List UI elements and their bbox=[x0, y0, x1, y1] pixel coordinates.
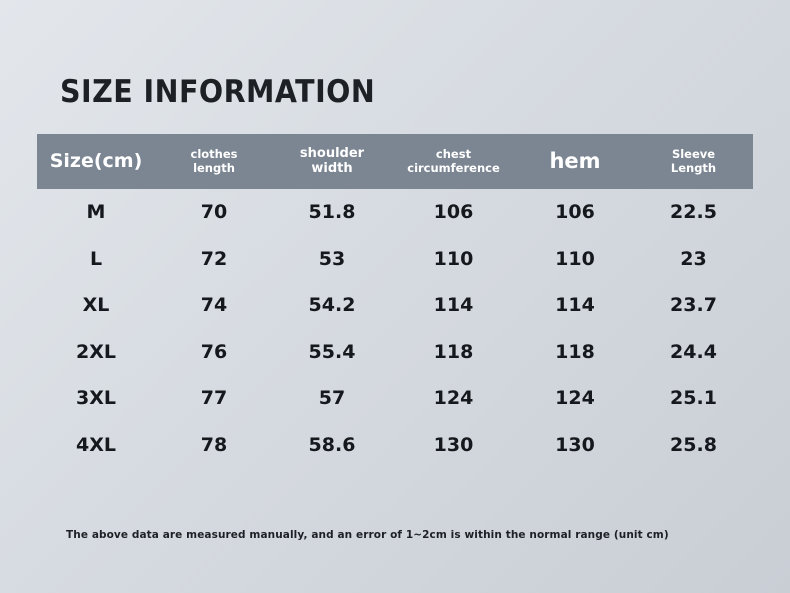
page-title: SIZE INFORMATION bbox=[60, 74, 376, 110]
size-table bbox=[37, 134, 753, 468]
cell-size: 4XL bbox=[76, 433, 116, 456]
cell-hem: 124 bbox=[555, 387, 595, 410]
cell-sleeve-length: 23 bbox=[680, 247, 707, 270]
cell-sleeve-length: 23.7 bbox=[670, 294, 717, 317]
table-row bbox=[37, 282, 753, 329]
cell-shoulder-width: 58.6 bbox=[308, 433, 356, 456]
cell-clothes-length: 77 bbox=[200, 387, 228, 410]
cell-size: XL bbox=[82, 294, 110, 317]
size-table-body bbox=[37, 189, 753, 468]
cell-sleeve-length: 22.5 bbox=[670, 201, 717, 224]
cell-size: 2XL bbox=[76, 340, 116, 363]
cell-size: M bbox=[86, 201, 106, 224]
table-row bbox=[37, 375, 753, 422]
cell-sleeve-length: 25.1 bbox=[670, 387, 717, 410]
measurement-note: The above data are measured manually, and an error of 1~2cm is within the normal range (unit cm) bbox=[66, 529, 669, 541]
header-chest-circumference bbox=[391, 134, 516, 189]
header-shoulder-width-line1: shoulder bbox=[299, 145, 365, 161]
header-clothes-length-line2: length bbox=[193, 160, 235, 175]
cell-shoulder-width: 54.2 bbox=[308, 294, 356, 317]
table-row bbox=[37, 422, 753, 469]
cell-clothes-length: 74 bbox=[200, 294, 228, 317]
cell-hem: 130 bbox=[555, 433, 595, 456]
header-size bbox=[37, 134, 155, 189]
header-shoulder-width-line2: width bbox=[311, 160, 353, 176]
size-table-container bbox=[37, 134, 753, 468]
cell-shoulder-width: 53 bbox=[318, 247, 346, 270]
cell-clothes-length: 70 bbox=[200, 201, 228, 224]
cell-clothes-length: 72 bbox=[200, 247, 228, 270]
cell-chest-circumference: 110 bbox=[433, 247, 474, 270]
header-sleeve-line1: Sleeve bbox=[671, 147, 716, 162]
header-sleeve-line2: Length bbox=[670, 160, 717, 175]
cell-shoulder-width: 55.4 bbox=[308, 340, 356, 363]
header-shoulder-width bbox=[273, 134, 391, 189]
header-size-label: Size(cm) bbox=[49, 149, 143, 172]
cell-shoulder-width: 57 bbox=[318, 387, 346, 410]
cell-chest-circumference: 118 bbox=[433, 340, 474, 363]
cell-chest-circumference: 114 bbox=[433, 294, 474, 317]
cell-chest-circumference: 124 bbox=[433, 387, 474, 410]
table-row bbox=[37, 189, 753, 236]
header-hem bbox=[516, 134, 634, 189]
cell-sleeve-length: 25.8 bbox=[670, 433, 717, 456]
cell-hem: 110 bbox=[555, 247, 595, 270]
cell-shoulder-width: 51.8 bbox=[308, 201, 356, 224]
cell-clothes-length: 78 bbox=[200, 433, 228, 456]
header-clothes-length-line1: clothes bbox=[190, 147, 238, 162]
cell-chest-circumference: 130 bbox=[433, 433, 474, 456]
cell-hem: 118 bbox=[555, 340, 595, 363]
header-chest-line2: circumference bbox=[407, 160, 500, 175]
cell-size: L bbox=[89, 247, 103, 270]
header-chest-line1: chest bbox=[435, 147, 472, 162]
header-clothes-length bbox=[155, 134, 273, 189]
table-row bbox=[37, 329, 753, 376]
size-table-head bbox=[37, 134, 753, 189]
cell-hem: 106 bbox=[555, 201, 595, 224]
header-hem-label: hem bbox=[549, 149, 601, 174]
header-sleeve-length bbox=[634, 134, 753, 189]
cell-hem: 114 bbox=[555, 294, 595, 317]
cell-size: 3XL bbox=[76, 387, 116, 410]
cell-chest-circumference: 106 bbox=[433, 201, 474, 224]
cell-clothes-length: 76 bbox=[200, 340, 228, 363]
table-row bbox=[37, 236, 753, 283]
cell-sleeve-length: 24.4 bbox=[670, 340, 717, 363]
table-header-row bbox=[37, 134, 753, 189]
